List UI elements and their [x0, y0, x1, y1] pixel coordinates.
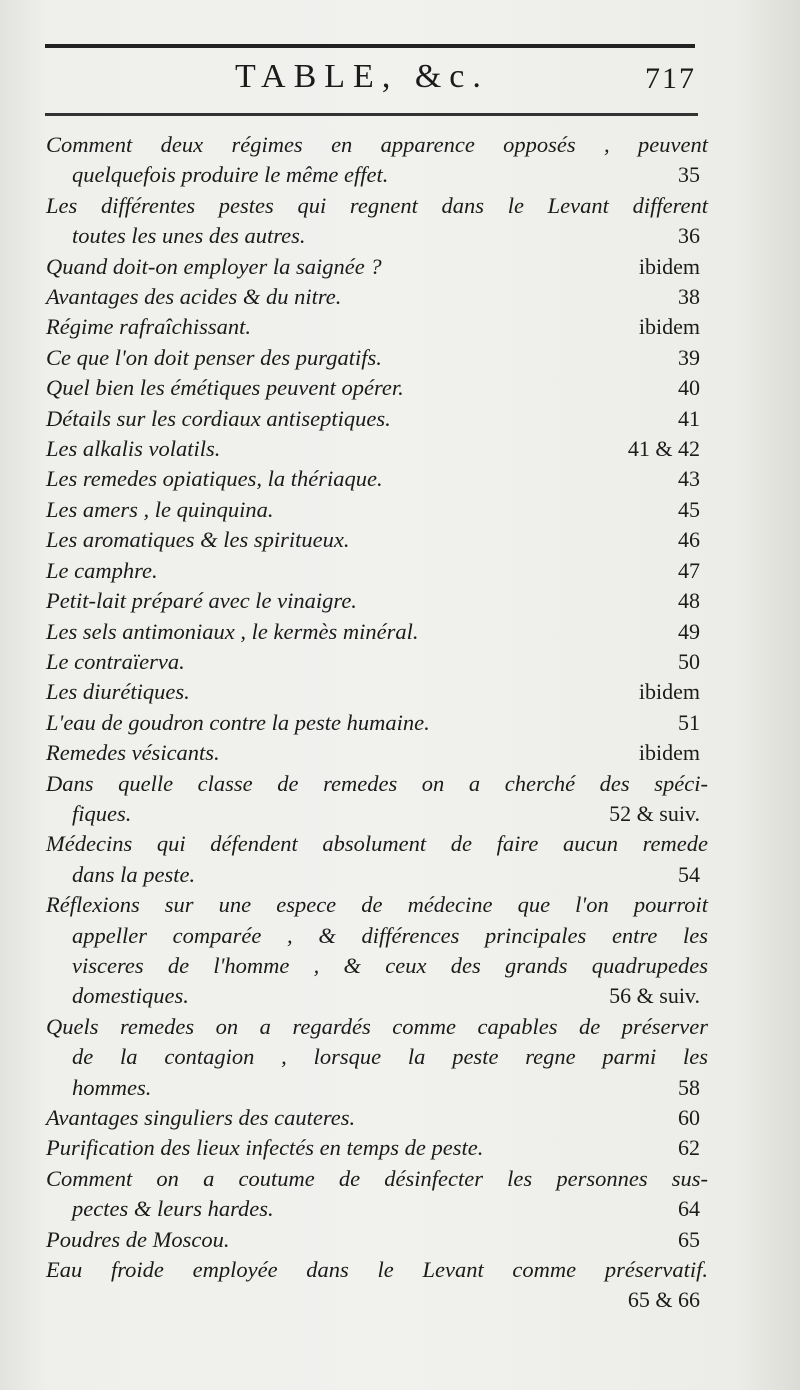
toc-entry-text: Les aromatiques & les spiritueux. [46, 527, 350, 553]
toc-entry-text: Médecins qui défendent absolument de faire aucun remede [46, 831, 708, 857]
toc-entry-text: Les amers , le quinquina. [46, 496, 274, 522]
toc-entry-page: 39 [678, 344, 700, 370]
toc-entry-text: Réflexions sur une espece de médecine que l'on pourroit [46, 892, 708, 918]
toc-entry-page: 48 [678, 588, 700, 614]
toc-entry [46, 434, 708, 464]
top-rule [45, 44, 695, 48]
toc-entry-page: ibidem [638, 679, 700, 705]
toc-entry [46, 1012, 708, 1103]
toc-entry-text: Quand doit-on employer la saignée ? [46, 253, 382, 279]
toc-entry-text: pectes & leurs hardes. [72, 1196, 274, 1222]
toc-entry [46, 1133, 708, 1163]
toc-entry-text: visceres de l'homme , & ceux des grands quadrupedes [72, 952, 708, 978]
toc-entry [46, 647, 708, 677]
toc-entry [46, 677, 708, 707]
toc-entry [46, 191, 708, 252]
toc-entry-page: 51 [678, 709, 700, 735]
toc-entry-page: ibidem [638, 314, 700, 340]
toc-entry-page: ibidem [638, 253, 700, 279]
toc-entry-text: hommes. [72, 1074, 152, 1100]
toc-entry-text: Les différentes pestes qui regnent dans le Levant different [46, 192, 708, 218]
toc-entry [46, 708, 708, 738]
toc-entry-text: Purification des lieux infectés en temps de peste. [46, 1135, 484, 1161]
header-rule [45, 113, 698, 116]
toc-entry [46, 890, 708, 1012]
toc-entry [46, 769, 708, 830]
toc-entry [46, 556, 708, 586]
toc-entry-page: 46 [678, 527, 700, 553]
toc-entry-text: Poudres de Moscou. [46, 1226, 230, 1252]
toc-entry [46, 586, 708, 616]
toc-entry [46, 1225, 708, 1255]
toc-entry [46, 312, 708, 342]
toc-entry [46, 495, 708, 525]
toc-entry [46, 373, 708, 403]
toc-entry-page: ibidem [638, 740, 700, 766]
toc-entry-text: toutes les unes des autres. [72, 223, 306, 249]
toc-entry [46, 1255, 708, 1316]
toc-entry-page: 58 [678, 1074, 700, 1100]
running-header [45, 56, 700, 106]
toc-entry-text: Les alkalis volatils. [46, 436, 221, 462]
header-title: TABLE, &c. [235, 58, 489, 95]
toc-entry-text: Eau froide employée dans le Levant comme préservatif. [46, 1257, 708, 1283]
toc-entry-text: dans la peste. [72, 861, 196, 887]
table-of-contents [46, 130, 708, 1316]
toc-entry-text: Avantages des acides & du nitre. [46, 284, 342, 310]
toc-entry-page: 43 [678, 466, 700, 492]
toc-entry-text: domestiques. [72, 983, 189, 1009]
toc-entry-text: quelquefois produire le même effet. [72, 162, 389, 188]
toc-entry-text: Avantages singuliers des cauteres. [46, 1105, 356, 1130]
toc-entry-text: Détails sur les cordiaux antiseptiques. [46, 405, 391, 431]
toc-entry-text: Remedes vésicants. [46, 740, 220, 766]
toc-entry-page: 40 [678, 375, 700, 401]
toc-entry-page: 41 [678, 405, 700, 431]
toc-entry [46, 252, 708, 282]
toc-entry-text: Le camphre. [46, 557, 158, 583]
toc-entry-page: 49 [678, 618, 700, 644]
toc-entry-page: 50 [678, 648, 700, 674]
toc-entry-page: 54 [678, 861, 700, 887]
toc-entry-page: 65 & 66 [627, 1287, 700, 1313]
toc-entry [46, 1103, 708, 1133]
toc-entry [46, 525, 708, 555]
toc-entry-text: L'eau de goudron contre la peste humaine. [46, 709, 430, 735]
toc-entry-page: 45 [678, 496, 700, 522]
toc-entry-text: Comment deux régimes en apparence opposés , peuvent [46, 132, 708, 157]
toc-entry-text: Ce que l'on doit penser des purgatifs. [46, 344, 382, 370]
toc-entry-page: 38 [678, 284, 700, 310]
toc-entry [46, 130, 708, 191]
toc-entry [46, 404, 708, 434]
toc-entry-page: 52 & suiv. [609, 800, 700, 826]
toc-entry-page: 41 & 42 [627, 436, 700, 462]
toc-entry-text: Petit-lait préparé avec le vinaigre. [46, 588, 357, 614]
toc-entry-page: 56 & suiv. [609, 983, 700, 1009]
toc-entry [46, 738, 708, 768]
toc-entry-page: 62 [678, 1135, 700, 1161]
toc-entry-page: 47 [678, 557, 700, 583]
toc-entry-text: fiques. [72, 800, 132, 826]
toc-entry-text: Dans quelle classe de remedes on a cherché des spéci- [46, 770, 708, 796]
header-page-number: 717 [645, 62, 696, 95]
toc-entry-page: 35 [678, 162, 700, 188]
toc-entry-page: 65 [678, 1226, 700, 1252]
toc-entry [46, 464, 708, 494]
toc-entry-text: Comment on a coutume de désinfecter les personnes sus- [46, 1165, 708, 1191]
toc-entry [46, 829, 708, 890]
toc-entry [46, 1164, 708, 1225]
toc-entry-page: 60 [678, 1105, 700, 1130]
toc-entry [46, 617, 708, 647]
toc-entry [46, 343, 708, 373]
toc-entry-text: Quel bien les émétiques peuvent opérer. [46, 375, 404, 401]
toc-entry-text: appeller comparée , & différences principales entre les [72, 922, 708, 948]
toc-entry-text: Les remedes opiatiques, la thériaque. [46, 466, 383, 492]
toc-entry-text: Le contraïerva. [46, 648, 185, 674]
toc-entry-page: 36 [678, 223, 700, 249]
toc-entry-text: Les sels antimoniaux , le kermès minéral. [46, 618, 419, 644]
toc-entry-text: de la contagion , lorsque la peste regne parmi les [72, 1044, 708, 1070]
toc-entry-text: Régime rafraîchissant. [46, 314, 251, 340]
toc-entry [46, 282, 708, 312]
toc-entry-text: Quels remedes on a regardés comme capables de préserver [46, 1013, 708, 1039]
toc-entry-page: 64 [678, 1196, 700, 1222]
toc-entry-text: Les diurétiques. [46, 679, 190, 705]
